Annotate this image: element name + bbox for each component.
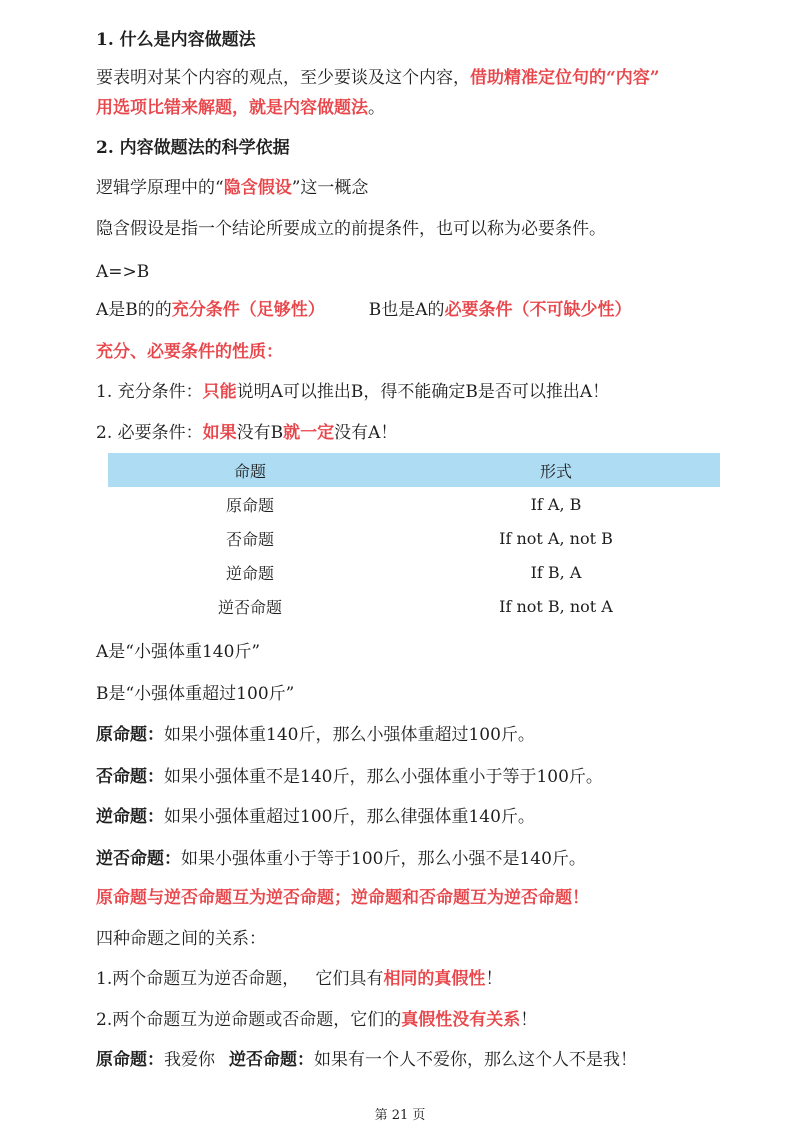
negation-proposition [96, 765, 603, 789]
item-highlight: 就一定 [283, 423, 335, 443]
formula: A=>B [96, 262, 150, 282]
label: 逆命题： [96, 807, 164, 827]
item-text: 没有B [236, 423, 284, 443]
item-text: ！ [520, 1010, 538, 1030]
table-row [108, 589, 720, 623]
section-1-heading: 1. 什么是内容做题法 [96, 30, 256, 50]
contrapositive-proposition [96, 847, 586, 871]
text: 如果小强体重不是140斤，那么小强体重小于等于100斤。 [164, 767, 603, 787]
page-number: 第 21 页 [374, 1108, 426, 1123]
table-header-cell: 形式 [392, 453, 720, 487]
cond-highlight: 充分条件（足够性） [171, 300, 325, 320]
section-2-heading: 2. 内容做题法的科学依据 [96, 138, 290, 158]
proposition-table [108, 453, 720, 623]
item-highlight: 如果 [202, 423, 237, 443]
concept-line [96, 176, 368, 200]
relation-item-1 [96, 967, 502, 991]
para-highlight: 用选项比错来解题，就是内容做题法 [96, 98, 368, 118]
table-cell: 否命题 [225, 529, 274, 549]
text: 如果小强体重140斤，那么小强体重超过100斤。 [164, 725, 535, 745]
label: 逆否命题： [96, 849, 181, 869]
item-text: 2. 必要条件： [96, 423, 203, 443]
label: 原命题： [96, 725, 164, 745]
item-text: 2.两个命题互为逆命题或否命题，它们的 [96, 1010, 402, 1030]
para-text: 。 [368, 98, 385, 118]
final-example [96, 1048, 637, 1072]
table-row [108, 555, 720, 589]
nature-item-2 [96, 421, 397, 445]
text: 如果小强体重超过100斤，那么律强体重140斤。 [164, 807, 535, 827]
concept-text: 逻辑学原理中的“ [96, 178, 224, 198]
item-text: 说明A可以推出B，得不能确定B是否可以推出A！ [236, 382, 610, 402]
label: 逆否命题： [229, 1050, 314, 1070]
text: 我爱你 [164, 1050, 215, 1070]
summary-line: 原命题与逆否命题互为逆否命题；逆命题和否命题互为逆否命题！ [96, 888, 589, 908]
table-row [108, 521, 720, 555]
item-text: 1. 充分条件： [96, 382, 203, 402]
section-1-para-line-2 [96, 96, 385, 120]
item-highlight: 相同的真假性 [383, 969, 486, 989]
table-row [108, 487, 720, 521]
table-header-cell: 命题 [108, 453, 392, 487]
label: 否命题： [96, 767, 164, 787]
text: 如果小强体重小于等于100斤，那么小强不是140斤。 [181, 849, 586, 869]
concept-highlight: 隐含假设 [223, 178, 292, 198]
item-text: 1.两个命题互为逆否命题， 它们具有 [96, 969, 384, 989]
definition-line: 隐含假设是指一个结论所要成立的前提条件，也可以称为必要条件。 [96, 219, 606, 239]
item-text: ！ [485, 969, 503, 989]
table-cell: If not A, not B [499, 528, 613, 548]
table-cell: 原命题 [225, 495, 274, 515]
text: 如果有一个人不爱你，那么这个人不是我！ [314, 1050, 637, 1070]
relation-item-2 [96, 1008, 537, 1032]
table-cell: If B, A [530, 562, 582, 582]
para-highlight: 借助精准定位句的“内容” [470, 68, 660, 88]
cond-highlight: 必要条件（不可缺少性） [444, 300, 632, 320]
cond-text: A是B的的 [96, 300, 172, 320]
item-highlight: 只能 [202, 382, 237, 402]
cond-text: B也是A的 [368, 300, 445, 320]
table-cell: 逆否命题 [217, 597, 282, 617]
table-header-row [108, 453, 720, 487]
conditions-line [96, 298, 632, 322]
original-proposition [96, 723, 535, 747]
concept-text: ”这一概念 [291, 178, 369, 198]
table-cell: If A, B [530, 494, 582, 514]
relations-heading: 四种命题之间的关系： [96, 929, 266, 949]
label: 原命题： [96, 1050, 164, 1070]
nature-heading: 充分、必要条件的性质： [96, 342, 283, 362]
section-1-para-line-1 [96, 66, 660, 90]
table-cell: 逆命题 [225, 563, 274, 583]
item-highlight: 真假性没有关系 [401, 1010, 521, 1030]
table-cell: If not B, not A [499, 596, 613, 616]
example-a: A是“小强体重140斤” [96, 642, 261, 662]
converse-proposition [96, 805, 535, 829]
example-b: B是“小强体重超过100斤” [96, 684, 295, 704]
para-text: 要表明对某个内容的观点，至少要谈及这个内容， [96, 68, 470, 88]
nature-item-1 [96, 380, 609, 404]
item-text: 没有A！ [334, 423, 398, 443]
